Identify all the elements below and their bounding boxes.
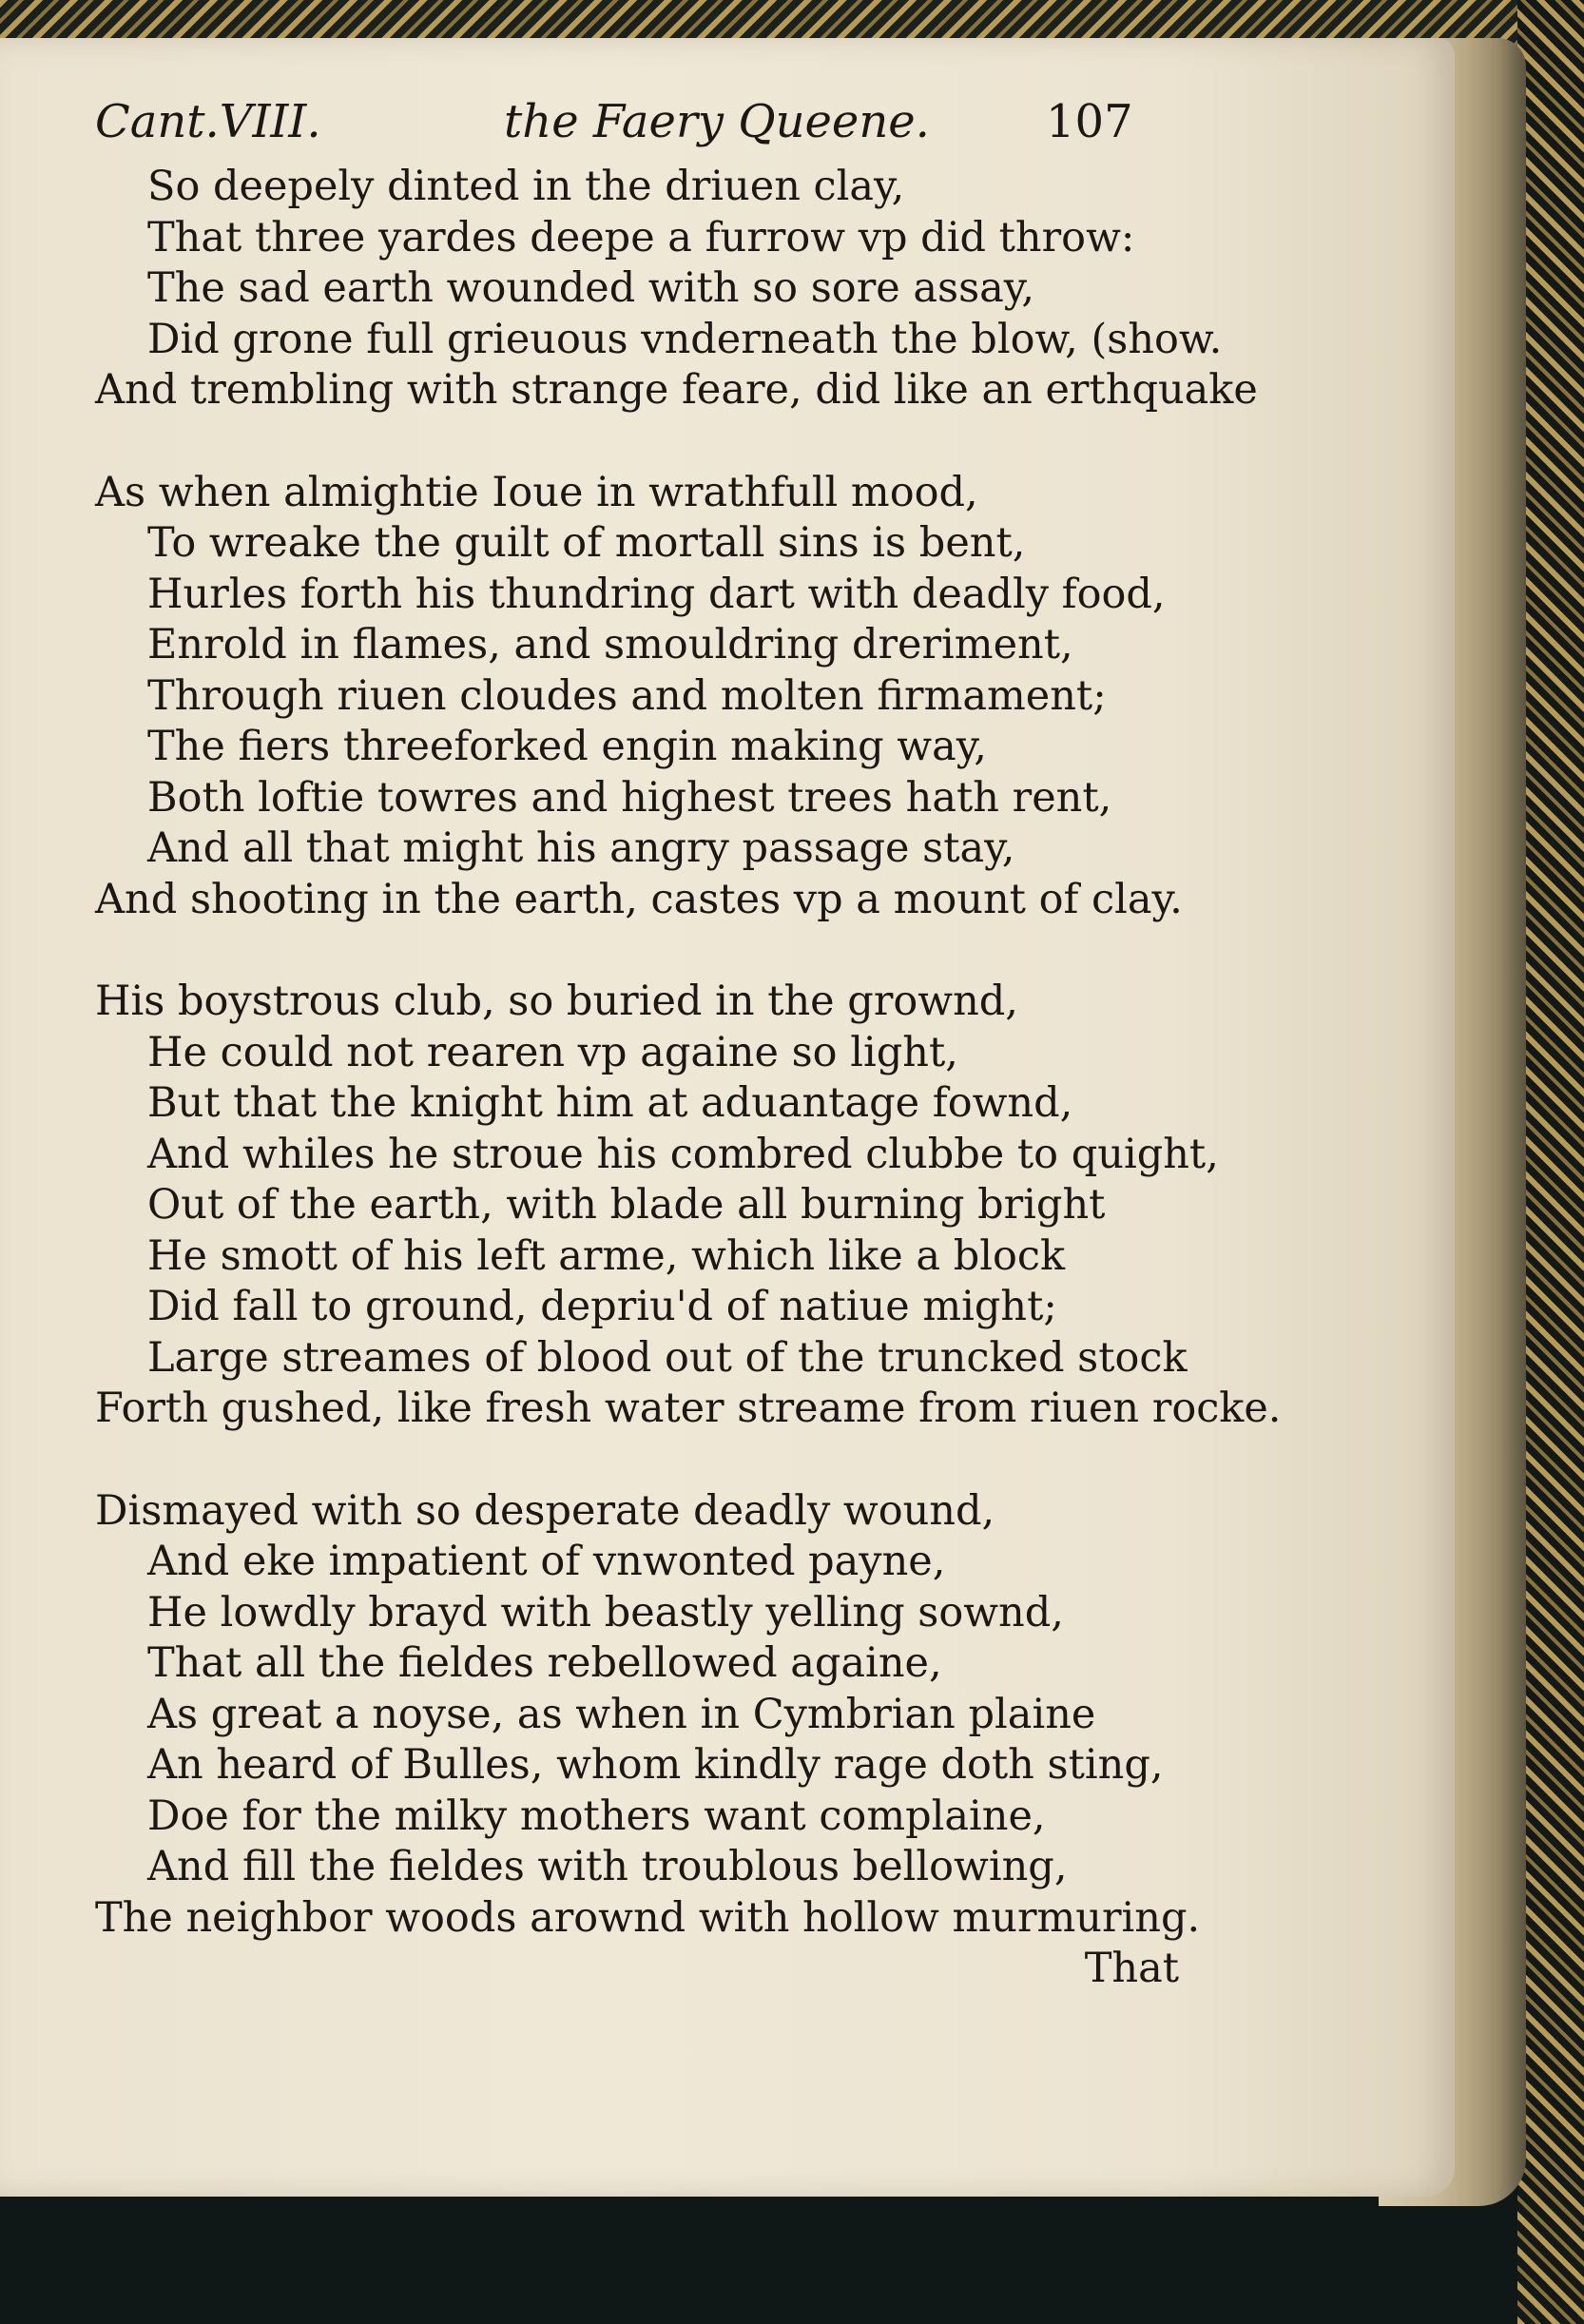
verse-line: And shooting in the earth, castes vp a mount of clay. — [95, 875, 1183, 923]
verse-line: Forth gushed, like fresh water streame from riuen rocke. — [95, 1385, 1282, 1432]
verse-line: As great a noyse, as when in Cymbrian plaine — [147, 1690, 1096, 1738]
verse-line: The neighbor woods arownd with hollow murmuring. — [95, 1893, 1201, 1942]
verse-line: Hurles forth his thundring dart with deadly food, — [147, 570, 1166, 618]
verse-line: The fiers threeforked engin making way, — [147, 723, 987, 770]
verse-line: Large streames of blood out of the truncked stock — [147, 1333, 1188, 1382]
verse-line: And whiles he stroue his combred clubbe to quight, — [147, 1130, 1219, 1178]
stanza-gap — [95, 1435, 1236, 1486]
verse-line: And fill the fieldes with troublous bellowing, — [147, 1843, 1068, 1890]
verse-line: He smott of his left arme, which like a block — [147, 1231, 1066, 1280]
catchword: That — [1084, 1945, 1179, 1992]
stanza — [95, 162, 1258, 416]
canto-label: Cant.VIII. — [95, 95, 321, 148]
page-text-block — [95, 95, 1282, 1995]
verse-line: As when almightie Ioue in wrathfull mood, — [95, 468, 978, 516]
verse-line: Both loftie towres and highest trees hath rent, — [147, 773, 1112, 822]
stanza — [95, 977, 1282, 1435]
verse-line: And trembling with strange feare, did like an erthquake — [95, 366, 1258, 414]
running-head — [95, 95, 1236, 162]
stanza — [95, 1486, 1236, 1945]
stanza-gap — [95, 925, 1236, 977]
verse-line: That all the fieldes rebellowed againe, — [147, 1639, 942, 1687]
verse-line: That three yardes deepe a furrow vp did throw: — [147, 213, 1135, 261]
verse-line: But that the knight him at aduantage fownd, — [147, 1079, 1073, 1127]
verse-line: So deepely dinted in the driuen clay, — [147, 163, 905, 210]
verse-line: To wreake the guilt of mortall sins is bent, — [147, 519, 1026, 567]
gilt-border-right — [1517, 0, 1584, 2324]
page-number: 107 — [1046, 95, 1133, 148]
verse-line: Did grone full grieuous vnderneath the blow, (show. — [147, 315, 1223, 363]
verse-line: An heard of Bulles, whom kindly rage doth sting, — [147, 1741, 1164, 1789]
verse-line: He could not rearen vp againe so light, — [147, 1028, 958, 1076]
verse-line: And all that might his angry passage stay, — [147, 824, 1015, 872]
verse-line: His boystrous club, so buried in the grownd, — [95, 978, 1018, 1025]
poem-body — [95, 162, 1282, 1944]
verse-line: And eke impatient of vnwonted payne, — [147, 1538, 946, 1585]
stanza — [95, 468, 1236, 926]
verse-line: Through riuen cloudes and molten firmament; — [147, 671, 1107, 720]
verse-line: Dismayed with so desperate deadly wound, — [95, 1486, 995, 1535]
running-title: the Faery Queene. — [504, 95, 930, 148]
verse-line: Enrold in flames, and smouldring dreriment, — [147, 621, 1073, 668]
verse-line: The sad earth wounded with so sore assay, — [147, 264, 1035, 312]
verse-line: Did fall to ground, depriu'd of natiue might; — [147, 1283, 1057, 1330]
verse-line: He lowdly brayd with beastly yelling sownd, — [147, 1588, 1064, 1636]
verse-line: Doe for the milky mothers want complaine, — [147, 1791, 1046, 1840]
stanza-gap — [95, 416, 1236, 468]
verse-line: Out of the earth, with blade all burning bright — [147, 1181, 1106, 1229]
